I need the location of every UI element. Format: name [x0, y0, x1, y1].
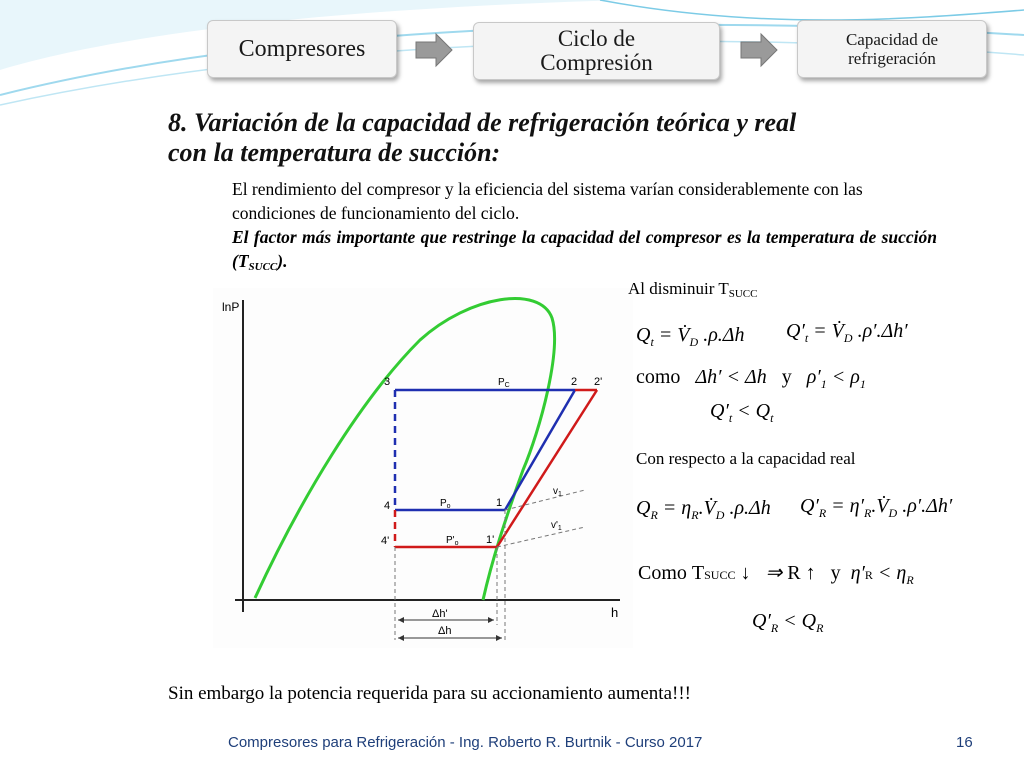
point-1: 1	[496, 497, 503, 509]
paragraph-rendimiento: El rendimiento del compresor y la eficiencia del sistema varían considerablemente con las condiciones de funcionamiento del ciclo.	[232, 179, 863, 223]
nav-step-label: refrigeración	[848, 49, 936, 68]
delta-h-label: Δh	[438, 625, 452, 637]
point-3: 3	[384, 376, 391, 388]
nav-step-label: Compresión	[540, 50, 653, 75]
nav-step-label: Capacidad de	[845, 30, 939, 49]
chevron-right-icon	[414, 30, 454, 70]
equation-como: como Δh′ < Δh y $\rho'_1 < \rho_1$	[636, 366, 866, 391]
equation-qr: $Q_R$ = $\eta_R.V̇_D$ .ρ.Δh	[636, 497, 771, 522]
point-4: 4	[384, 500, 391, 512]
delta-h-prime-label: Δh'	[432, 608, 448, 620]
v1-prime-label: $v'_1$	[551, 520, 562, 532]
equation-como-tsucc: Como TSUCC ↓ ⇒ R ↑ y $\eta'R < \eta_R$	[638, 562, 914, 587]
page-number: 16	[956, 734, 973, 751]
con-respecto-label: Con respecto a la capacidad real	[636, 449, 856, 468]
x-axis-label: h	[611, 605, 619, 620]
nav-step-capacidad-refrigeracion[interactable]	[797, 20, 987, 78]
al-disminuir-label: Al disminuir $T_{SUCC}$	[628, 279, 758, 300]
point-1-prime: 1'	[486, 534, 495, 546]
ph-diagram	[213, 288, 633, 648]
point-4-prime: 4'	[381, 535, 390, 547]
nav-step-label: Compresores	[238, 35, 366, 62]
point-2-prime: 2'	[594, 376, 603, 388]
nav-step-ciclo-compresion[interactable]	[473, 22, 720, 80]
v1-label: $v_1$	[553, 486, 562, 498]
nav-step-label: Ciclo de	[557, 26, 636, 51]
equation-qt: $Q_t$ = $V̇_D$ .ρ.Δh	[636, 324, 745, 349]
section-heading: 8. Variación de la capacidad de refrigeración teórica y real con la temperatura de succión:	[168, 108, 797, 167]
y-axis-label: lnP	[222, 300, 240, 314]
equation-qt-compare: $Q'_t < Q_t$	[710, 400, 774, 425]
equation-qr-compare: $Q'_R < Q_R$	[752, 610, 824, 635]
paragraph-factor: El factor más importante que restringe la capacidad del compresor es la temperatura de succión $(T_{SUCC})$.	[232, 227, 937, 273]
chevron-right-icon	[739, 30, 779, 70]
equation-qr-prime: $Q'_R$ = $\eta'_R.V̇_D$ .ρ′.Δh′	[800, 495, 953, 520]
equation-qt-prime: $Q'_t$ = $V̇_D$ .ρ′.Δh′	[786, 320, 908, 345]
conclusion-text: Sin embargo la potencia requerida para su accionamiento aumenta!!!	[168, 683, 691, 704]
pc-label: $P_C$	[498, 377, 510, 389]
footer-text: Compresores para Refrigeración - Ing. Roberto R. Burtnik - Curso 2017	[228, 734, 703, 751]
po-label: $P_o$	[440, 498, 451, 510]
po-prime-label: $P'_o$	[446, 535, 459, 547]
nav-step-compresores[interactable]	[207, 20, 397, 78]
point-2: 2	[571, 376, 578, 388]
